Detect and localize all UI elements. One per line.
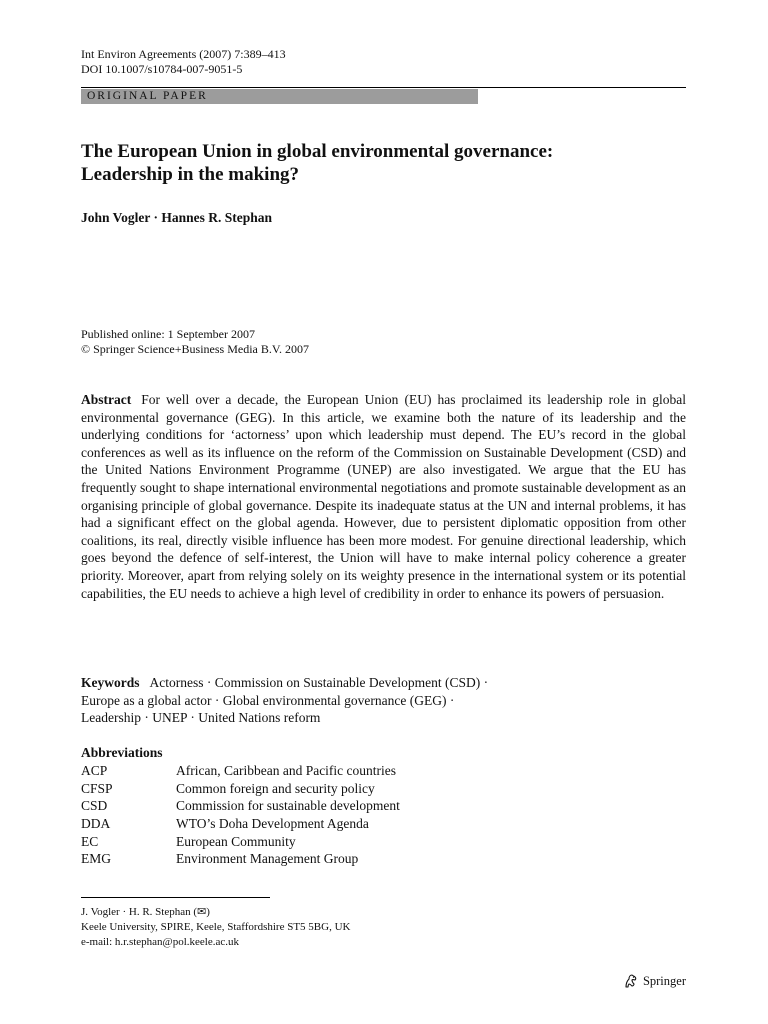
section-banner: [81, 89, 478, 104]
abbreviation-value: Environment Management Group: [176, 851, 359, 867]
abbreviation-value: Common foreign and security policy: [176, 780, 375, 796]
abbreviation-row: [81, 833, 581, 851]
abstract-label: Abstract: [81, 392, 132, 407]
abbreviation-key: EC: [81, 833, 99, 849]
footnote-authors: J. Vogler · H. R. Stephan (✉): [81, 906, 210, 918]
published-date: Published online: 1 September 2007: [81, 327, 255, 341]
abbreviations-list: [81, 762, 581, 868]
footnote-rule: [81, 897, 270, 898]
footnote-affiliation: Keele University, SPIRE, Keele, Staffordshire ST5 5BG, UK: [81, 921, 351, 933]
section-label: ORIGINAL PAPER: [87, 90, 208, 102]
abbreviation-key: CSD: [81, 798, 108, 814]
keywords-label: Keywords: [81, 675, 140, 690]
abbreviation-row: [81, 762, 581, 780]
keywords-section: [81, 674, 686, 727]
header-rule: [81, 87, 686, 88]
abbreviation-value: WTO’s Doha Development Agenda: [176, 816, 369, 832]
abbreviation-row: [81, 797, 581, 815]
publisher-name: Springer: [642, 974, 686, 988]
keywords-line: [81, 674, 686, 692]
keywords-line: Europe as a global actor · Global environmental governance (GEG) ·: [81, 692, 455, 708]
abbreviations-title: Abbreviations: [81, 745, 163, 760]
footnote: [81, 905, 350, 950]
article-title: The European Union in global environmental governance: Leadership in the making?: [81, 141, 554, 185]
copyright-notice: © Springer Science+Business Media B.V. 2007: [81, 342, 309, 356]
keywords-line: Leadership · UNEP · United Nations reform: [81, 710, 321, 725]
journal-doi: DOI 10.1007/s10784-007-9051-5: [81, 62, 243, 76]
springer-horse-icon: [623, 973, 639, 989]
abbreviation-key: CFSP: [81, 780, 113, 796]
keywords-text: Actorness · Commission on Sustainable Development (CSD) ·: [149, 675, 489, 690]
abbreviation-key: DDA: [81, 816, 111, 832]
abbreviation-value: European Community: [176, 833, 296, 849]
journal-reference: Int Environ Agreements (2007) 7:389–413: [81, 47, 286, 61]
abbreviation-row: [81, 850, 581, 868]
abbreviation-value: Commission for sustainable development: [176, 798, 400, 814]
article-authors: John Vogler · Hannes R. Stephan: [81, 210, 273, 225]
abbreviation-key: EMG: [81, 851, 111, 867]
abbreviation-row: [81, 815, 581, 833]
abstract-text: For well over a decade, the European Union (EU) has proclaimed its leadership role in global environmental governance (GEG). In this article, we examine both the nature of its leadership and the underlying conditions for ‘actorness’ upon which leadership must depend. The EU’s record in the global conferences as well as its influence on the reform of the Commission on Sustainable Development (CSD) and the United Nations Environment Programme (UNEP) are also investigated. We argue that the EU has frequently sought to shape international environmental negotiations and promote sustainable development as an organising principle of global governance. Despite its inadequate status at the UN and internal problems, it has had a significant effect on the global agenda. However, due to persistent diplomatic opposition from other coalitions, its real, directly visible influence has been more modest. For genuine directional leadership, which goes beyond the defence of self-interest, the Union will have to make internal policy coherence a greater priority. Moreover, apart from relying solely on its weighty presence in the international system or its potential capabilities, the EU needs to achieve a high level of credibility in order to enhance its powers of persuasion.: [81, 392, 686, 601]
abstract-section: [81, 391, 686, 602]
footnote-email[interactable]: e-mail: h.r.stephan@pol.keele.ac.uk: [81, 936, 239, 948]
publisher-mark: [623, 972, 686, 990]
abbreviation-row: [81, 780, 581, 798]
abbreviation-value: African, Caribbean and Pacific countries: [176, 763, 397, 778]
abbreviation-key: ACP: [81, 763, 108, 778]
